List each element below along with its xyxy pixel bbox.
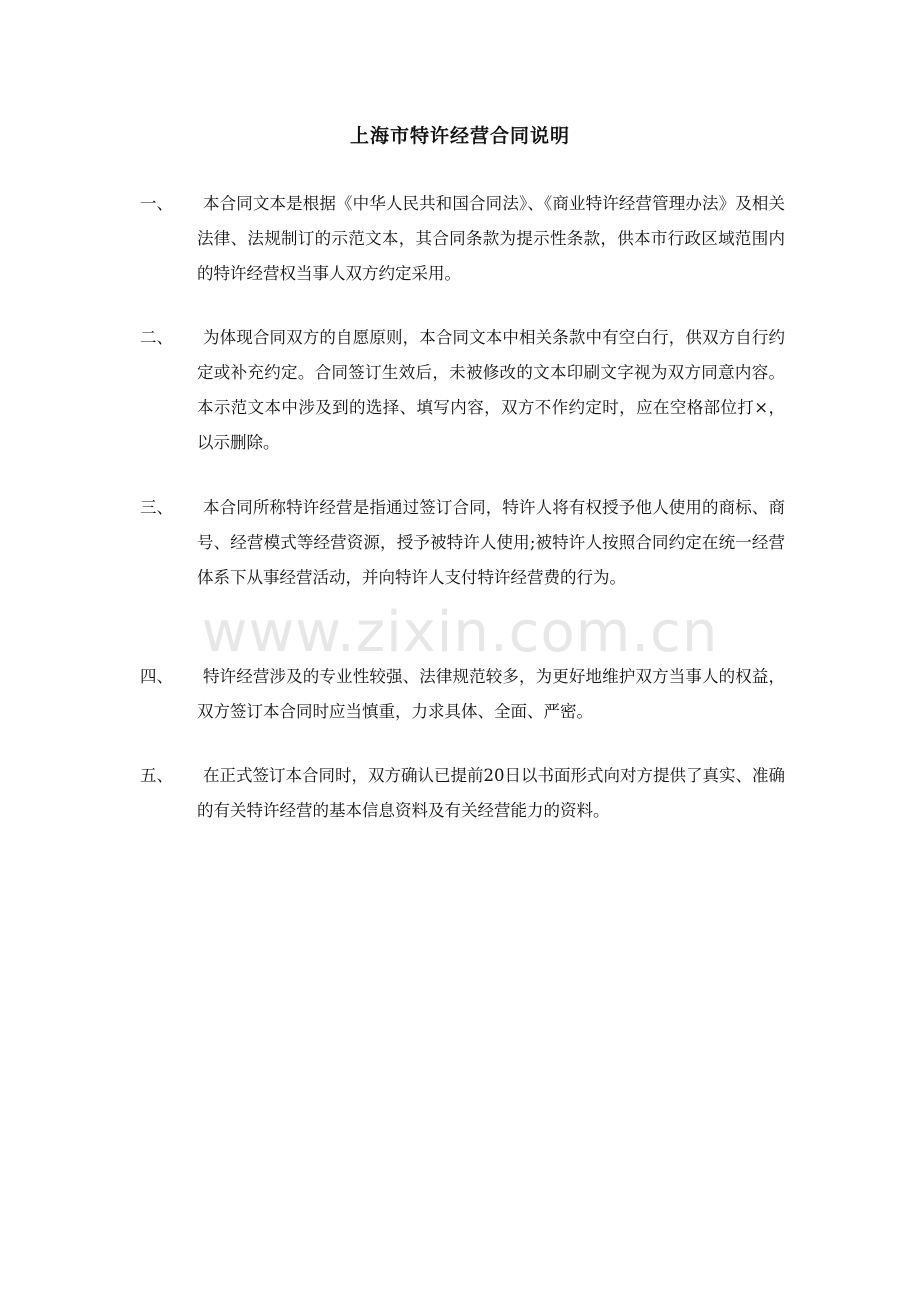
watermark-text: www.zixin.com.cn [201,600,719,665]
clause-text: 在正式签订本合同时，双方确认已提前20日以书面形式向对方提供了真实、准确的有关特许经营的基本信息资料及有关经营能力的资料。 [197,766,785,820]
clause-number: 一、 [140,194,173,213]
clause-text: 为体现合同双方的自愿原则，本合同文本中相关条款中有空白行，供双方自行约定或补充约定。合同签订生效后，未被修改的文本印刷文字视为双方同意内容。本示范文本中涉及到的选择、填写内容，双方不作约定时，应在空格部位打×，以示删除。 [197,328,785,452]
clause-text: 本合同文本是根据《中华人民共和国合同法》、《商业特许经营管理办法》及相关法律、法规制订的示范文本，其合同条款为提示性条款，供本市行政区域范围内的特许经营权当事人双方约定采用。 [197,194,785,283]
clause-number: 四、 [140,667,173,686]
clause-number: 五、 [140,766,173,785]
clause-text: 特许经营涉及的专业性较强、法律规范较多，为更好地维护双方当事人的权益，双方签订本合同时应当慎重，力求具体、全面、严密。 [197,667,785,721]
clause-number: 二、 [140,328,173,347]
clause-number: 三、 [140,498,173,517]
document-title: 上海市特许经营合同说明 [349,125,570,147]
clause-text: 本合同所称特许经营是指通过签订合同，特许人将有权授予他人使用的商标、商号、经营模式等经营资源，授予被特许人使用;被特许人按照合同约定在统一经营体系下从事经营活动，并向特许人支付特许经营费的行为。 [197,498,785,587]
